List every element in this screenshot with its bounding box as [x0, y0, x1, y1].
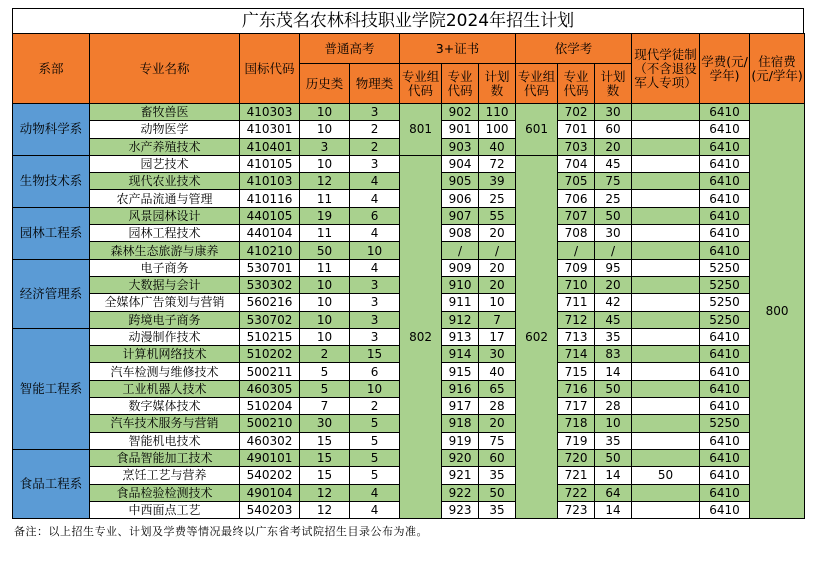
cert-major-code: 911 — [442, 294, 479, 311]
apprenticeship-plan — [632, 501, 700, 518]
cert-plan: 30 — [479, 346, 516, 363]
national-code: 410301 — [240, 121, 300, 138]
cert-major-code: 919 — [442, 432, 479, 449]
yixue-major-code: / — [558, 242, 595, 259]
tuition-fee: 6410 — [700, 207, 750, 224]
major-name: 智能机电技术 — [90, 432, 240, 449]
major-name: 森林生态旅游与康养 — [90, 242, 240, 259]
national-code: 540202 — [240, 467, 300, 484]
national-code: 460305 — [240, 380, 300, 397]
cert-plan: 60 — [479, 449, 516, 466]
major-name: 食品检验检测技术 — [90, 484, 240, 501]
yixue-major-code: 711 — [558, 294, 595, 311]
cert-major-code: 914 — [442, 346, 479, 363]
major-name: 中西面点工艺 — [90, 501, 240, 518]
physics-plan: 6 — [350, 207, 400, 224]
physics-plan: 2 — [350, 121, 400, 138]
physics-plan: 3 — [350, 104, 400, 121]
history-plan: 15 — [300, 432, 350, 449]
admission-plan-document — [12, 8, 804, 539]
yixue-plan: 10 — [595, 415, 632, 432]
cert-major-code: 918 — [442, 415, 479, 432]
tuition-fee: 6410 — [700, 380, 750, 397]
yixue-group-code: 602 — [516, 155, 558, 518]
tuition-fee: 6410 — [700, 346, 750, 363]
history-plan: 12 — [300, 484, 350, 501]
history-plan: 11 — [300, 225, 350, 242]
cert-major-code: 904 — [442, 155, 479, 172]
yixue-major-code: 713 — [558, 328, 595, 345]
tuition-fee: 6410 — [700, 155, 750, 172]
cert-major-code: 907 — [442, 207, 479, 224]
cert-plan: 39 — [479, 173, 516, 190]
national-code: 530302 — [240, 276, 300, 293]
apprenticeship-plan — [632, 311, 700, 328]
major-name: 园艺技术 — [90, 155, 240, 172]
major-name: 畜牧兽医 — [90, 104, 240, 121]
apprenticeship-plan — [632, 328, 700, 345]
tuition-fee: 6410 — [700, 190, 750, 207]
yixue-major-code: 714 — [558, 346, 595, 363]
cert-plan: 7 — [479, 311, 516, 328]
yixue-plan: 14 — [595, 501, 632, 518]
yixue-plan: / — [595, 242, 632, 259]
physics-plan: 3 — [350, 276, 400, 293]
yixue-plan: 14 — [595, 467, 632, 484]
cert-plan: 110 — [479, 104, 516, 121]
header-major: 专业名称 — [90, 34, 240, 104]
cert-major-code: 909 — [442, 259, 479, 276]
history-plan: 19 — [300, 207, 350, 224]
cert-major-code: 903 — [442, 138, 479, 155]
tuition-fee: 6410 — [700, 173, 750, 190]
cert-major-code: 916 — [442, 380, 479, 397]
tuition-fee: 6410 — [700, 242, 750, 259]
physics-plan: 4 — [350, 259, 400, 276]
cert-plan: 17 — [479, 328, 516, 345]
table-row — [13, 104, 805, 121]
dept-name: 动物科学系 — [13, 104, 90, 156]
history-plan: 10 — [300, 155, 350, 172]
cert-plan: 50 — [479, 484, 516, 501]
major-name: 数字媒体技术 — [90, 398, 240, 415]
yixue-group-code: 601 — [516, 104, 558, 156]
cert-major-code: 917 — [442, 398, 479, 415]
national-code: 410210 — [240, 242, 300, 259]
tuition-fee: 6410 — [700, 467, 750, 484]
history-plan: 5 — [300, 363, 350, 380]
major-name: 工业机器人技术 — [90, 380, 240, 397]
physics-plan: 5 — [350, 415, 400, 432]
apprenticeship-plan — [632, 190, 700, 207]
national-code: 440105 — [240, 207, 300, 224]
cert-plan: 65 — [479, 380, 516, 397]
physics-plan: 4 — [350, 484, 400, 501]
yixue-plan: 35 — [595, 432, 632, 449]
major-name: 计算机网络技术 — [90, 346, 240, 363]
major-name: 大数据与会计 — [90, 276, 240, 293]
cert-plan: 20 — [479, 276, 516, 293]
physics-plan: 4 — [350, 173, 400, 190]
yixue-plan: 64 — [595, 484, 632, 501]
yixue-major-code: 717 — [558, 398, 595, 415]
physics-plan: 5 — [350, 449, 400, 466]
major-name: 电子商务 — [90, 259, 240, 276]
apprenticeship-plan — [632, 276, 700, 293]
physics-plan: 4 — [350, 225, 400, 242]
cert-major-code: 912 — [442, 311, 479, 328]
physics-plan: 3 — [350, 155, 400, 172]
physics-plan: 3 — [350, 328, 400, 345]
yixue-major-code: 712 — [558, 311, 595, 328]
history-plan: 12 — [300, 173, 350, 190]
national-code: 490104 — [240, 484, 300, 501]
yixue-plan: 14 — [595, 363, 632, 380]
history-plan: 15 — [300, 449, 350, 466]
apprenticeship-plan — [632, 121, 700, 138]
cert-plan: 20 — [479, 259, 516, 276]
yixue-major-code: 705 — [558, 173, 595, 190]
history-plan: 30 — [300, 415, 350, 432]
yixue-major-code: 710 — [558, 276, 595, 293]
cert-plan: / — [479, 242, 516, 259]
yixue-plan: 25 — [595, 190, 632, 207]
yixue-major-code: 718 — [558, 415, 595, 432]
yixue-major-code: 721 — [558, 467, 595, 484]
cert-group-code: 802 — [400, 155, 442, 518]
tuition-fee: 5250 — [700, 311, 750, 328]
apprenticeship-plan — [632, 484, 700, 501]
dept-name: 智能工程系 — [13, 328, 90, 449]
yixue-major-code: 706 — [558, 190, 595, 207]
national-code: 560216 — [240, 294, 300, 311]
national-code: 540203 — [240, 501, 300, 518]
national-code: 460302 — [240, 432, 300, 449]
physics-plan: 3 — [350, 311, 400, 328]
yixue-major-code: 715 — [558, 363, 595, 380]
header-cert-plan: 计划数 — [479, 64, 516, 104]
footnote: 备注：以上招生专业、计划及学费等情况最终以广东省考试院招生目录公布为准。 — [14, 525, 428, 539]
cert-major-code: 915 — [442, 363, 479, 380]
admission-table — [12, 33, 805, 519]
apprenticeship-plan — [632, 363, 700, 380]
national-code: 530702 — [240, 311, 300, 328]
header-gaokao: 普通高考 — [300, 34, 400, 64]
header-yixue-major-code: 专业代码 — [558, 64, 595, 104]
apprenticeship-plan — [632, 225, 700, 242]
yixue-plan: 35 — [595, 328, 632, 345]
cert-major-code: 910 — [442, 276, 479, 293]
national-code: 500210 — [240, 415, 300, 432]
yixue-major-code: 703 — [558, 138, 595, 155]
dept-name: 食品工程系 — [13, 449, 90, 518]
national-code: 500211 — [240, 363, 300, 380]
major-name: 风景园林设计 — [90, 207, 240, 224]
apprenticeship-plan — [632, 138, 700, 155]
dept-name: 经济管理系 — [13, 259, 90, 328]
history-plan: 10 — [300, 328, 350, 345]
tuition-fee: 5250 — [700, 294, 750, 311]
cert-plan: 25 — [479, 190, 516, 207]
yixue-plan: 20 — [595, 276, 632, 293]
yixue-plan: 60 — [595, 121, 632, 138]
major-name: 烹饪工艺与营养 — [90, 467, 240, 484]
yixue-plan: 42 — [595, 294, 632, 311]
major-name: 园林工程技术 — [90, 225, 240, 242]
apprenticeship-plan — [632, 449, 700, 466]
tuition-fee: 6410 — [700, 449, 750, 466]
cert-plan: 75 — [479, 432, 516, 449]
header-history: 历史类 — [300, 64, 350, 104]
yixue-major-code: 707 — [558, 207, 595, 224]
header-military: 现代学徒制（不含退役军人专项） — [632, 34, 700, 104]
yixue-major-code: 708 — [558, 225, 595, 242]
cert-major-code: 905 — [442, 173, 479, 190]
history-plan: 15 — [300, 467, 350, 484]
tuition-fee: 6410 — [700, 328, 750, 345]
header-tuition: 学费(元/学年) — [700, 34, 750, 104]
major-name: 农产品流通与管理 — [90, 190, 240, 207]
yixue-major-code: 702 — [558, 104, 595, 121]
cert-plan: 20 — [479, 415, 516, 432]
cert-major-code: 920 — [442, 449, 479, 466]
cert-plan: 10 — [479, 294, 516, 311]
yixue-major-code: 709 — [558, 259, 595, 276]
yixue-plan: 28 — [595, 398, 632, 415]
yixue-plan: 30 — [595, 225, 632, 242]
apprenticeship-plan — [632, 380, 700, 397]
physics-plan: 2 — [350, 138, 400, 155]
page-title: 广东茂名农林科技职业学院2024年招生计划 — [12, 8, 804, 33]
physics-plan: 2 — [350, 398, 400, 415]
physics-plan: 3 — [350, 294, 400, 311]
history-plan: 11 — [300, 190, 350, 207]
yixue-plan: 20 — [595, 138, 632, 155]
cert-major-code: 923 — [442, 501, 479, 518]
national-code: 530701 — [240, 259, 300, 276]
major-name: 动物医学 — [90, 121, 240, 138]
cert-plan: 40 — [479, 138, 516, 155]
yixue-plan: 45 — [595, 311, 632, 328]
dept-name: 园林工程系 — [13, 207, 90, 259]
history-plan: 7 — [300, 398, 350, 415]
table-row — [13, 155, 805, 172]
cert-plan: 35 — [479, 501, 516, 518]
national-code: 440104 — [240, 225, 300, 242]
tuition-fee: 6410 — [700, 501, 750, 518]
apprenticeship-plan: 50 — [632, 467, 700, 484]
history-plan: 12 — [300, 501, 350, 518]
yixue-plan: 30 — [595, 104, 632, 121]
major-name: 食品智能加工技术 — [90, 449, 240, 466]
cert-plan: 28 — [479, 398, 516, 415]
national-code: 410105 — [240, 155, 300, 172]
apprenticeship-plan — [632, 173, 700, 190]
table-body — [13, 104, 805, 519]
cert-major-code: 913 — [442, 328, 479, 345]
cert-major-code: 902 — [442, 104, 479, 121]
dept-name: 生物技术系 — [13, 155, 90, 207]
history-plan: 10 — [300, 276, 350, 293]
physics-plan: 10 — [350, 380, 400, 397]
history-plan: 2 — [300, 346, 350, 363]
header-cert-major-code: 专业代码 — [442, 64, 479, 104]
major-name: 全媒体广告策划与营销 — [90, 294, 240, 311]
apprenticeship-plan — [632, 346, 700, 363]
physics-plan: 15 — [350, 346, 400, 363]
cert-plan: 20 — [479, 225, 516, 242]
tuition-fee: 5250 — [700, 415, 750, 432]
major-name: 汽车检测与维修技术 — [90, 363, 240, 380]
major-name: 跨境电子商务 — [90, 311, 240, 328]
apprenticeship-plan — [632, 432, 700, 449]
apprenticeship-plan — [632, 398, 700, 415]
header-dorm: 住宿费(元/学年) — [750, 34, 805, 104]
yixue-major-code: 716 — [558, 380, 595, 397]
yixue-major-code: 720 — [558, 449, 595, 466]
cert-plan: 55 — [479, 207, 516, 224]
apprenticeship-plan — [632, 207, 700, 224]
yixue-plan: 50 — [595, 207, 632, 224]
history-plan: 10 — [300, 294, 350, 311]
cert-major-code: 921 — [442, 467, 479, 484]
history-plan: 3 — [300, 138, 350, 155]
cert-major-code: / — [442, 242, 479, 259]
yixue-major-code: 719 — [558, 432, 595, 449]
apprenticeship-plan — [632, 294, 700, 311]
national-code: 410401 — [240, 138, 300, 155]
cert-group-code: 801 — [400, 104, 442, 156]
national-code: 510204 — [240, 398, 300, 415]
yixue-plan: 45 — [595, 155, 632, 172]
yixue-major-code: 722 — [558, 484, 595, 501]
national-code: 410103 — [240, 173, 300, 190]
tuition-fee: 6410 — [700, 121, 750, 138]
header-code: 国标代码 — [240, 34, 300, 104]
yixue-major-code: 701 — [558, 121, 595, 138]
dorm-fee: 800 — [750, 104, 805, 519]
apprenticeship-plan — [632, 155, 700, 172]
apprenticeship-plan — [632, 242, 700, 259]
header-yixue-plan: 计划数 — [595, 64, 632, 104]
history-plan: 11 — [300, 259, 350, 276]
physics-plan: 4 — [350, 501, 400, 518]
tuition-fee: 6410 — [700, 138, 750, 155]
physics-plan: 6 — [350, 363, 400, 380]
physics-plan: 4 — [350, 190, 400, 207]
yixue-plan: 50 — [595, 380, 632, 397]
cert-major-code: 908 — [442, 225, 479, 242]
apprenticeship-plan — [632, 104, 700, 121]
header-dept: 系部 — [13, 34, 90, 104]
header-cert-group-code: 专业组代码 — [400, 64, 442, 104]
history-plan: 10 — [300, 311, 350, 328]
tuition-fee: 6410 — [700, 225, 750, 242]
cert-plan: 40 — [479, 363, 516, 380]
header-yixue: 依学考 — [516, 34, 632, 64]
national-code: 410303 — [240, 104, 300, 121]
major-name: 现代农业技术 — [90, 173, 240, 190]
yixue-plan: 95 — [595, 259, 632, 276]
physics-plan: 5 — [350, 432, 400, 449]
yixue-plan: 75 — [595, 173, 632, 190]
history-plan: 10 — [300, 104, 350, 121]
header-physics: 物理类 — [350, 64, 400, 104]
apprenticeship-plan — [632, 259, 700, 276]
cert-plan: 72 — [479, 155, 516, 172]
header-yixue-group-code: 专业组代码 — [516, 64, 558, 104]
cert-plan: 35 — [479, 467, 516, 484]
cert-major-code: 922 — [442, 484, 479, 501]
yixue-major-code: 704 — [558, 155, 595, 172]
yixue-plan: 50 — [595, 449, 632, 466]
major-name: 动漫制作技术 — [90, 328, 240, 345]
yixue-major-code: 723 — [558, 501, 595, 518]
header-cert: 3+证书 — [400, 34, 516, 64]
apprenticeship-plan — [632, 415, 700, 432]
history-plan: 50 — [300, 242, 350, 259]
tuition-fee: 6410 — [700, 484, 750, 501]
national-code: 490101 — [240, 449, 300, 466]
physics-plan: 5 — [350, 467, 400, 484]
cert-plan: 100 — [479, 121, 516, 138]
yixue-plan: 83 — [595, 346, 632, 363]
national-code: 510215 — [240, 328, 300, 345]
tuition-fee: 5250 — [700, 259, 750, 276]
tuition-fee: 6410 — [700, 398, 750, 415]
tuition-fee: 6410 — [700, 104, 750, 121]
cert-major-code: 906 — [442, 190, 479, 207]
national-code: 410116 — [240, 190, 300, 207]
national-code: 510202 — [240, 346, 300, 363]
cert-major-code: 901 — [442, 121, 479, 138]
tuition-fee: 6410 — [700, 432, 750, 449]
tuition-fee: 5250 — [700, 276, 750, 293]
history-plan: 10 — [300, 121, 350, 138]
major-name: 汽车技术服务与营销 — [90, 415, 240, 432]
tuition-fee: 6410 — [700, 363, 750, 380]
history-plan: 5 — [300, 380, 350, 397]
major-name: 水产养殖技术 — [90, 138, 240, 155]
physics-plan: 10 — [350, 242, 400, 259]
